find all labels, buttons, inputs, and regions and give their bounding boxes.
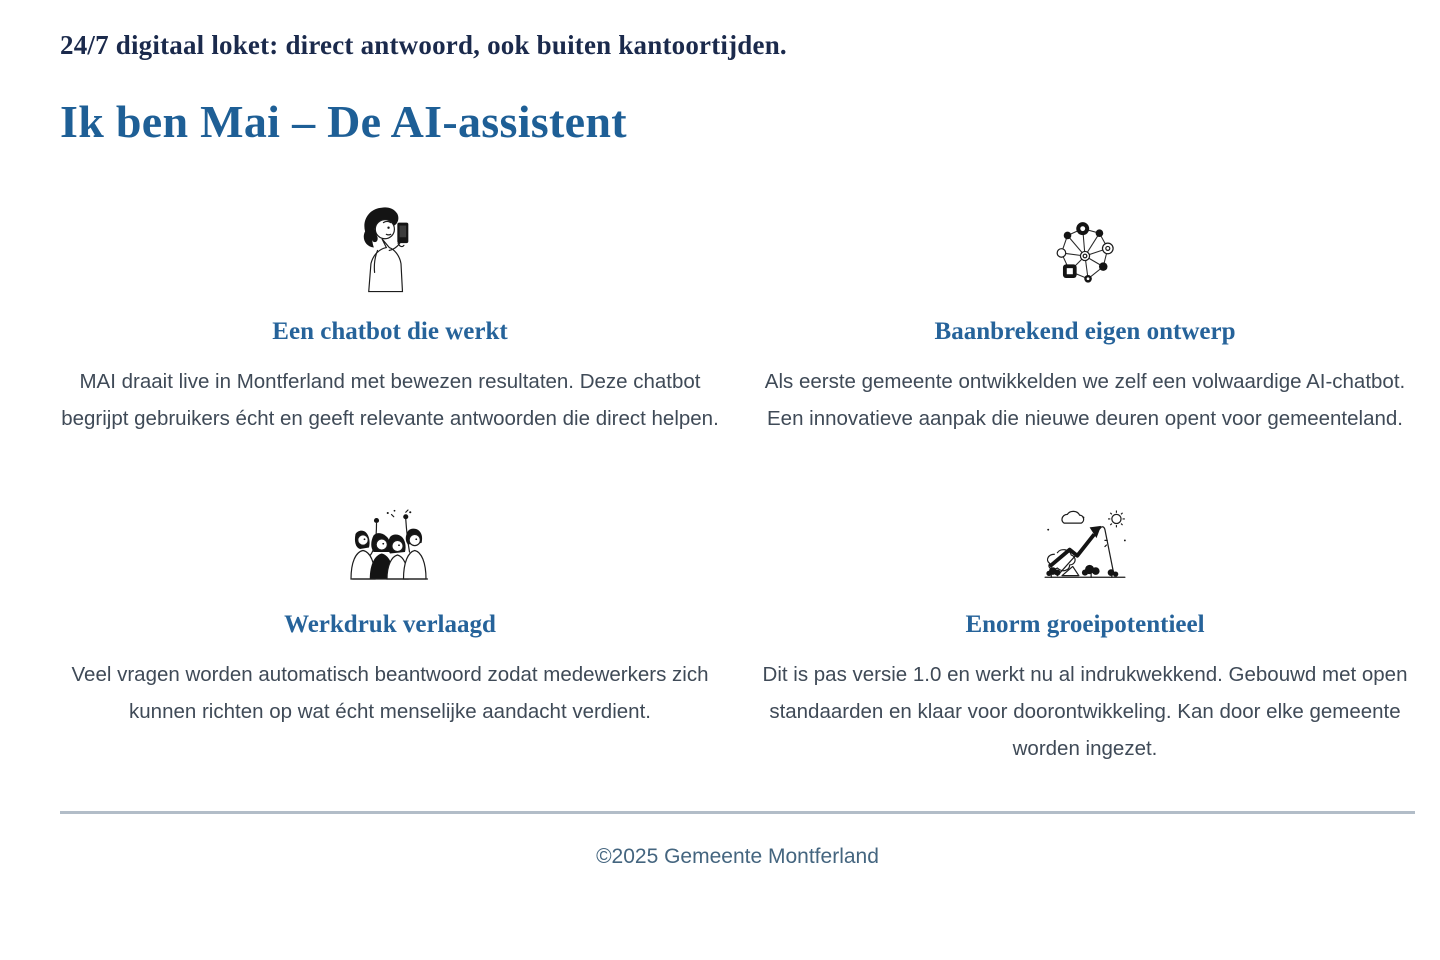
copyright-text: ©2025 Gemeente Montferland bbox=[596, 845, 879, 868]
feature-grid bbox=[60, 202, 1415, 767]
network-nodes-icon bbox=[1050, 218, 1120, 294]
card-chatbot-werkt bbox=[60, 202, 720, 437]
card-werkdruk bbox=[60, 495, 720, 767]
network-nodes-illustration bbox=[755, 202, 1415, 294]
card-body: Veel vragen worden automatisch beantwoord zodat medewerkers zich kunnen richten op wat écht menselijke aandacht verdient. bbox=[71, 663, 709, 723]
tagline: 24/7 digitaal loket: direct antwoord, ook buiten kantoortijden. bbox=[60, 30, 787, 60]
card-eigen-ontwerp bbox=[755, 202, 1415, 437]
card-title: Enorm groeipotentieel bbox=[965, 611, 1205, 638]
growth-mountain-icon bbox=[1039, 503, 1131, 587]
card-body: MAI draait live in Montferland met bewezen resultaten. Deze chatbot begrijpt gebruikers écht en geeft relevante antwoorden die direct helpen. bbox=[61, 370, 719, 430]
cheering-team-illustration bbox=[60, 495, 720, 587]
card-body: Als eerste gemeente ontwikkelden we zelf een volwaardige AI-chatbot. Een innovatieve aanpak die nieuwe deuren opent voor gemeenteland. bbox=[764, 370, 1406, 430]
woman-with-phone-illustration bbox=[60, 202, 720, 294]
cheering-team-icon bbox=[345, 505, 435, 587]
card-title: Werkdruk verlaagd bbox=[284, 611, 496, 638]
card-body: Dit is pas versie 1.0 en werkt nu al indrukwekkend. Gebouwd met open standaarden en klaar voor doorontwikkeling. Kan door elke gemeente worden ingezet. bbox=[762, 663, 1408, 760]
card-title: Een chatbot die werkt bbox=[272, 318, 508, 345]
woman-with-phone-icon bbox=[357, 204, 423, 294]
card-title: Baanbrekend eigen ontwerp bbox=[934, 318, 1236, 345]
growth-mountain-illustration bbox=[755, 495, 1415, 587]
card-groeipotentieel bbox=[755, 495, 1415, 767]
page-title: Ik ben Mai – De AI-assistent bbox=[60, 96, 627, 147]
footer-divider bbox=[60, 811, 1415, 814]
